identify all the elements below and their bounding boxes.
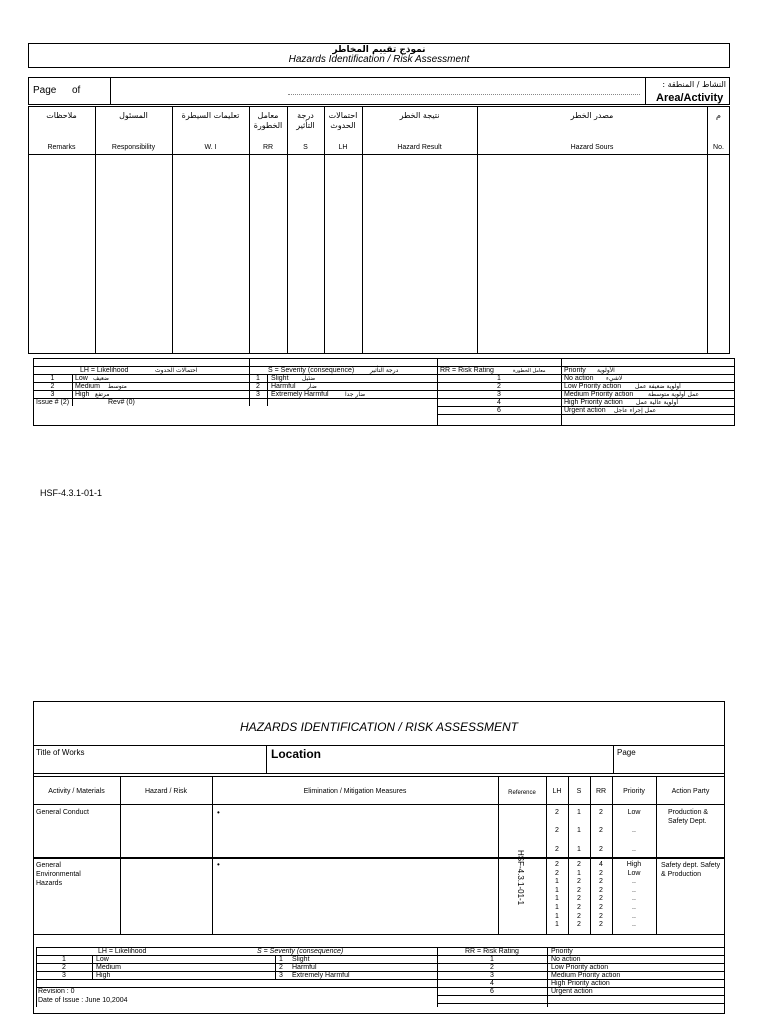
rr-value: 2 [497,383,501,390]
row2-lh: 1 [555,886,559,894]
col-lh-2: LH [552,788,562,795]
priority-row-ar: عمل إجراء عاجل [614,407,657,414]
row2-activity: General Environmental Hazards [36,862,81,887]
row2-rr: 2 [599,912,603,920]
issue-number: Issue # (2) [36,399,70,406]
col-rr: RR [262,144,274,151]
row2-s: 2 [577,904,581,911]
row2-s: 2 [577,878,581,886]
row2-bullet: • [217,860,220,869]
s-row-en: Extremely Harmful [271,391,329,398]
row2-s: 2 [577,886,581,894]
row2-lh: 1 [555,912,559,920]
page-label: Page [33,85,57,96]
form2-title: HAZARDS IDENTIFICATION / RISK ASSESSMENT [239,720,519,734]
s-row-n: 3 [256,391,260,398]
rr-value: 4 [497,399,501,406]
area-label-en: Area/Activity [656,92,724,104]
col-rr-ar: معامل الخطورة [253,111,283,130]
doc-code: HSF-4.3.1-01-1 [40,488,103,498]
rr2-value: 2 [490,964,494,971]
page-label-2: Page [617,748,636,757]
row1-priority: .. [632,827,636,834]
s-row-ar: ضار [307,383,317,390]
col-lh-ar: احتمالات الحدوث [328,111,358,130]
date-of-issue: Date of Issue : June 10,2004 [38,997,128,1004]
lh-row-ar: مرتفع [95,391,110,398]
title-of-works-label: Title of Works [36,748,85,757]
row2-priority: .. [632,895,636,903]
s2-row-n: 2 [279,964,283,971]
col-hazard-source-ar: مصدر الخطر [570,111,614,120]
col-activity: Activity / Materials [48,788,105,795]
priority-row-en: Medium Priority action [564,391,634,398]
row2-priority: High [626,861,642,868]
row1-priority: Low [627,809,641,816]
col-s: S [303,144,308,151]
s-row-ar: ضئيل [302,375,316,382]
row1-s: 1 [577,846,581,853]
col-reference: Reference [508,790,536,796]
row2-lh: 2 [555,861,559,868]
row2-priority: .. [632,886,636,894]
lh2-row-en: High [96,972,111,979]
s-row-ar: ضار جدا [345,391,366,398]
rev-number: Rev# (0) [108,399,135,406]
lh-header-ar: احتمالات الحدوث [155,367,198,374]
col-hazard-result: Hazard Result [397,144,442,151]
col-rr-2: RR [595,788,607,795]
rr-header: RR = Risk Rating [440,367,494,374]
rr2-value: 4 [490,980,494,987]
col-wi: W. I [204,144,217,151]
s2-row-en: Extremely Harmful [292,972,350,979]
priority2-row: High Priority action [551,980,610,987]
row2-rr: 2 [599,886,603,894]
row1-lh: 2 [555,827,559,834]
form1-page-row [28,77,730,105]
row2-priority: .. [632,921,636,929]
row2-rr: 2 [599,904,603,911]
rr-value: 3 [497,391,501,398]
lh2-row-en: Medium [96,964,121,971]
row1-rr: 2 [599,846,603,853]
col-remarks-ar: ملاحظات [46,111,77,120]
row1-lh: 2 [555,809,559,816]
row2-rr: 2 [599,921,603,929]
lh-row-n: 3 [50,391,55,398]
lh-header: LH = Likelihood [80,367,129,374]
priority-row-ar: أولوية ضعيفة عمل [635,383,681,390]
area-fill-line [288,94,640,95]
lh-row-en: Low [75,375,88,382]
s2-row-n: 3 [279,972,283,979]
row1-bullet: • [217,808,220,817]
col-hazard: Hazard / Risk [144,788,187,795]
form1-title-en: Hazards Identification / Risk Assessment [288,54,470,65]
row2-lh: 1 [555,878,559,886]
col-s-ar: درجة التأثير [296,111,315,130]
row2-priority: Low [627,869,641,877]
col-responsibility-ar: المسئول [119,111,148,120]
rr2-value: 1 [490,956,494,963]
rr-header-ar: معامل الخطورة [513,368,546,374]
priority2-row: Low Priority action [551,964,609,971]
lh2-row-en: Low [96,956,109,963]
area-label-ar: النشاط / المنطقة : [662,80,726,89]
priority-row-ar: أولوية عالية عمل [636,399,679,406]
priority2-row: Medium Priority action [551,972,621,979]
s-header-2: S = Severity (consequence) [257,948,344,955]
row2-priority: .. [632,904,636,911]
col-action-party: Action Party [671,788,710,795]
s-row-en: Slight [271,375,289,382]
of-label: of [72,85,81,96]
s-row-n: 2 [256,383,260,390]
s-header: S = Severity (consequence) [268,367,355,374]
lh2-row-n: 3 [62,972,66,979]
priority-row-en: Low Priority action [564,383,622,390]
col-responsibility: Responsibility [111,144,156,151]
lh2-row-n: 2 [62,964,66,971]
priority2-row: No action [551,956,581,963]
lh-row-en: Medium [75,383,100,390]
s2-row-en: Harmful [292,964,317,971]
row2-s: 2 [577,895,581,903]
s2-row-n: 1 [279,956,283,963]
row2-s: 2 [577,912,581,920]
col-remarks: Remarks [47,144,76,151]
col-lh: LH [338,144,348,151]
row2-s: 1 [577,869,581,877]
s-header-ar: درجة التأثير [370,367,399,374]
col-s-2: S [576,788,582,795]
row2-rr: 2 [599,878,603,886]
row2-lh: 1 [555,921,559,929]
rr2-value: 3 [490,972,494,979]
priority-row-en: No action [564,375,594,382]
lh-row-ar: متوسط [108,383,127,390]
form1-title-ar: نموذج تقييم المخاطر [332,45,426,55]
row2-priority: .. [632,912,636,920]
priority-header-2: Priority [551,948,573,955]
lh-row-n: 1 [50,375,55,382]
location-label: Location [271,747,321,761]
row2-rr: 2 [599,895,603,903]
rr2-value: 6 [490,988,494,995]
row1-rr: 2 [599,809,603,816]
row2-rr: 4 [599,861,603,868]
lh-row-en: High [75,391,90,398]
priority-row-en: High Priority action [564,399,623,406]
col-no-ar: م [716,111,721,120]
lh-header-2: LH = Likelihood [98,948,147,955]
row1-s: 1 [577,827,581,834]
row2-lh: 1 [555,904,559,911]
col-elimination: Elimination / Mitigation Measures [303,788,407,795]
row1-action-party: Production & Safety Dept. [668,809,709,825]
s-row-n: 1 [256,375,260,382]
col-wi-ar: تعليمات السيطرة [181,111,240,120]
col-hazard-source: Hazard Sours [570,144,614,151]
priority2-row: Urgent action [551,988,593,995]
rr-value: 6 [497,407,501,414]
row2-lh: 2 [555,869,559,877]
priority-header: Priority [564,367,586,374]
row1-rr: 2 [599,827,603,834]
priority-row-ar: عمل أولوية متوسطة [648,391,700,398]
lh2-row-n: 1 [62,956,66,963]
row2-lh: 1 [555,895,559,903]
row2-priority: .. [632,878,636,886]
s2-row-en: Slight [292,956,310,963]
priority-row-en: Urgent action [564,407,606,414]
row1-lh: 2 [555,846,559,853]
col-no: No. [713,144,724,151]
row2-rr: 2 [599,869,603,877]
row2-action-party: Safety dept. Safety & Production [661,862,721,878]
rr-value: 1 [497,375,501,382]
row1-activity: General Conduct [36,809,89,816]
rr-header-2: RR = Risk Rating [465,948,519,955]
lh-row-ar: ضعيف [93,375,110,382]
col-hazard-result-ar: نتيجة الخطر [399,111,440,120]
row1-priority: .. [632,846,636,853]
row1-s: 1 [577,809,581,816]
col-priority: Priority [623,788,645,795]
priority-header-ar: الأولوية [597,367,615,374]
row2-s: 2 [577,861,581,868]
priority-row-ar: لاشيء [606,375,623,382]
row2-s: 2 [577,921,581,929]
reference-vertical: HSF-4.3.1-01-1 [516,850,525,906]
revision: Revision : 0 [38,988,75,995]
lh-row-n: 2 [50,383,55,390]
s-row-en: Harmful [271,383,296,390]
